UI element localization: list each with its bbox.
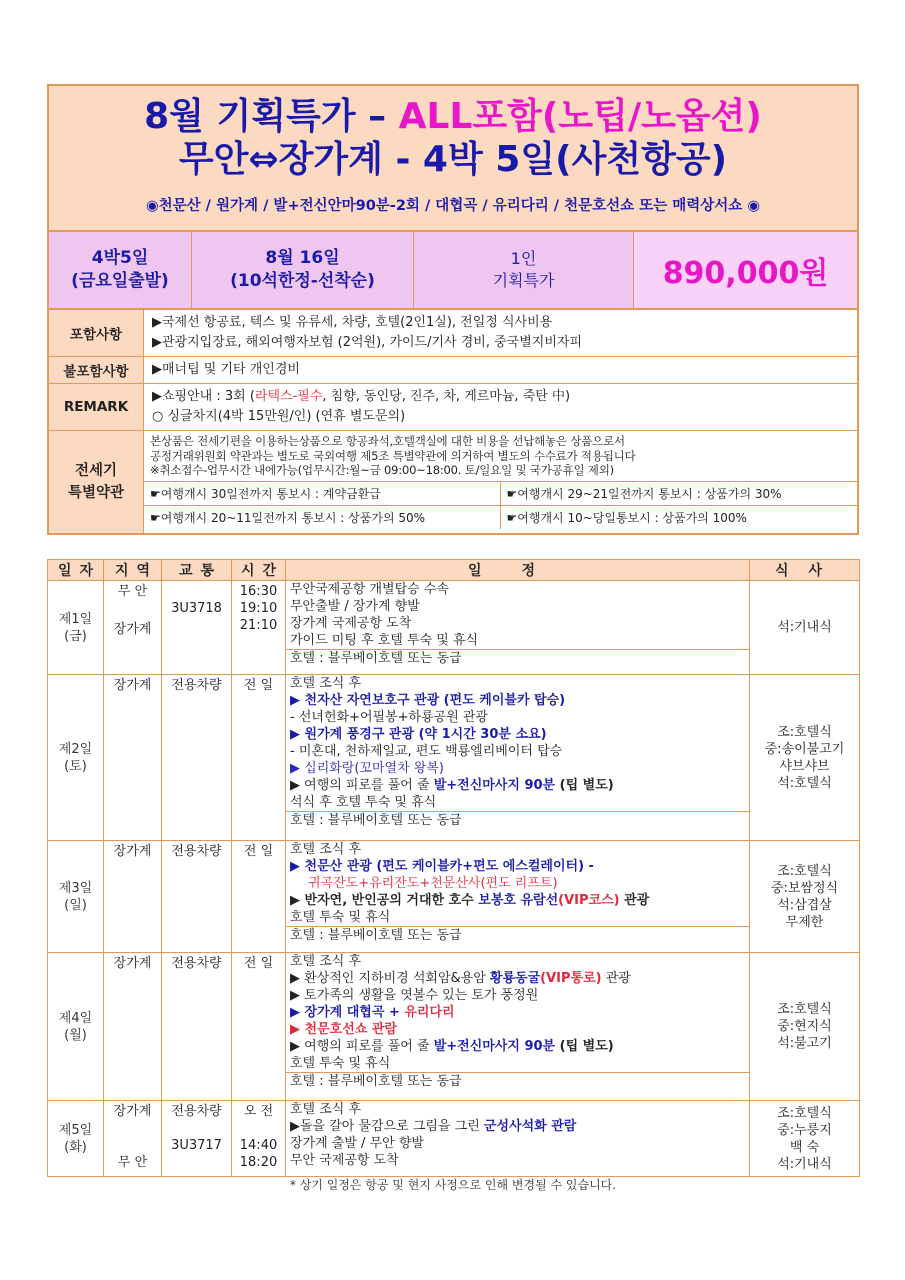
meal-cell: 조:호텔식 중:보쌈정식 석:삼겹살 무제한 (750, 841, 860, 953)
cancel-policy-row-1: ☛여행개시 30일전까지 통보시 : 계약금환급 ☛여행개시 29~21일전까지 통보시 : 상품가의 30% (144, 481, 857, 505)
header-schedule: 일정 (286, 560, 750, 581)
hotel-line: 호텔 : 블루베이호텔 또는 동급 (286, 1072, 749, 1091)
transport-cell: 전용차량 (162, 841, 232, 953)
table-row (48, 841, 860, 953)
highlights-line: ◉천문산 / 원가계 / 발+전신안마90분-2회 / 대협곡 / 유리다리 / 천문호선쇼 또는 매력상서쇼 ◉ (145, 198, 761, 214)
day-cell: 제1일 (금) (48, 581, 104, 675)
meal-cell: 조:호텔식 중:송이불고기 샤브샤브 석:호텔식 (750, 675, 860, 841)
time-cell: 16:30 19:10 21:10 (232, 581, 286, 675)
remark-row (49, 384, 857, 431)
day-cell: 제5일 (화) (48, 1101, 104, 1177)
product-summary (47, 84, 859, 535)
region-cell: 무 안 장가계 (104, 581, 162, 675)
required-shop-label: 라텍스-필수 (254, 389, 323, 404)
header-region: 지역 (104, 560, 162, 581)
transport-cell: 전용차량 (162, 953, 232, 1101)
duration-cell: 4박5일 (금요일출발) (49, 232, 192, 308)
all-inclusive-label: ALL포함(노팁/노옵션) (398, 96, 762, 137)
schedule-cell: 호텔 조식 후 ▶ 환상적인 지하비경 석회암&용암 황룡동굴(VIP통로) 관광 ▶ 토가족의 생활을 엿볼수 있는 토가 풍정원 ▶ 장가계 대협곡 + 유리다리 ▶ 천문호선쇼 관람 ▶ 여행의 피로를 풀어 줄 발+전신마사지 90분 (팁 별도) 호텔 투숙 및 휴식 호텔 : 블루베이호텔 또는 동급 (286, 953, 750, 1101)
time-cell: 전 일 (232, 675, 286, 841)
schedule-cell: 호텔 조식 후 ▶ 천자산 자연보호구 관광 (편도 케이블카 탑승) - 선녀헌화+어필봉+하룡공원 관광 ▶ 원가계 풍경구 관광 (약 1시간 30분 소요) - 미혼대, 천하제일교, 편도 백룡엘리베이터 탑승 ▶ 십리화랑(꼬마열차 왕복) ▶ 여행의 피로를 풀어 줄 발+전신마사지 90분 (팁 별도) 석식 후 호텔 투숙 및 휴식 호텔 : 블루베이호텔 또는 동급 (286, 675, 750, 841)
included-row (49, 310, 857, 357)
footer-note: * 상기 일정은 항공 및 현지 사정으로 인해 변경될 수 있습니다. (289, 1178, 617, 1192)
header-time: 시간 (232, 560, 286, 581)
hotel-line: 호텔 : 블루베이호텔 또는 동급 (286, 649, 749, 668)
price-type-cell: 1인 기획특가 (414, 232, 634, 308)
region-cell: 장가계 무 안 (104, 1101, 162, 1177)
title-banner (49, 86, 857, 232)
region-cell: 장가계 (104, 953, 162, 1101)
included-label: 포함사항 (49, 310, 144, 356)
time-cell: 오 전 14:40 18:20 (232, 1101, 286, 1177)
excluded-content: ▶매너팁 및 기타 개인경비 (152, 362, 300, 377)
remark-content: ▶쇼핑안내 : 3회 (라텍스-필수, 침향, 동인당, 진주, 차, 게르마늄, 죽탄 中) ○ 싱글차지(4박 15만원/인) (연휴 별도문의) (152, 389, 571, 424)
meal-cell: 석:기내식 (750, 581, 860, 675)
route-title: 무안⇔장가계 - 4박 5일(사천항공) (178, 139, 728, 180)
price-row (49, 232, 857, 310)
special-terms-label: 전세기 특별약관 (49, 431, 144, 533)
included-content: ▶국제선 항공료, 텍스 및 유류세, 차량, 호텔(2인1실), 전일정 식사비용 ▶관광지입장료, 해외여행자보험 (2억원), 가이드/기사 경비, 중국별지비자피 (152, 315, 583, 350)
cancel-policy-row-2: ☛여행개시 20~11일전까지 통보시 : 상품가의 50% ☛여행개시 10~당일통보시 : 상품가의 100% (144, 505, 857, 529)
day-cell: 제2일 (토) (48, 675, 104, 841)
header-meal: 식사 (750, 560, 860, 581)
special-terms-row (49, 431, 857, 533)
region-cell: 장가계 (104, 841, 162, 953)
transport-cell: 전용차량 (162, 675, 232, 841)
price-value: 890,000원 (634, 232, 857, 308)
table-row (48, 1101, 860, 1177)
page-title: 8월 기획특가 – ALL포함(노팁/노옵션) (144, 96, 762, 137)
remark-label: REMARK (49, 384, 144, 430)
schedule-cell: 호텔 조식 후 ▶ 천문산 관광 (편도 케이블카+편도 에스컬레이터) - 귀곡잔도+유리잔도+천문산사(편도 리프트) ▶ 반자연, 반인공의 거대한 호수 보봉호 유람선(VIP코스) 관광 호텔 투숙 및 휴식 호텔 : 블루베이호텔 또는 동급 (286, 841, 750, 953)
meal-cell: 조:호텔식 중:현지식 석:불고기 (750, 953, 860, 1101)
header-date: 일자 (48, 560, 104, 581)
excluded-label: 불포함사항 (49, 357, 144, 383)
meal-cell: 조:호텔식 중:누룽지 백 숙 석:기내식 (750, 1101, 860, 1177)
hotel-line: 호텔 : 블루베이호텔 또는 동급 (286, 926, 749, 945)
hotel-line: 호텔 : 블루베이호텔 또는 동급 (286, 811, 749, 830)
itinerary-table (47, 559, 860, 1177)
table-row (48, 581, 860, 675)
table-row (48, 953, 860, 1101)
transport-cell: 3U3718 (162, 581, 232, 675)
region-cell: 장가계 (104, 675, 162, 841)
departure-date-cell: 8월 16일 (10석한정-선착순) (192, 232, 414, 308)
header-transport: 교통 (162, 560, 232, 581)
transport-cell: 전용차량 3U3717 (162, 1101, 232, 1177)
day-cell: 제3일 (일) (48, 841, 104, 953)
table-header-row (48, 560, 860, 581)
time-cell: 전 일 (232, 841, 286, 953)
special-terms-content: 본상품은 전세기편을 이용하는상품으로 항공좌석,호텔객실에 대한 비용을 선납해놓은 상품으로서 공정거래위원회 약관과는 별도로 국외여행 제5조 특별약관에 의거하여 별도의 수수료가 적용됩니다 ※취소접수-업무시간 내에가능(업무시간:월~금 09:00~18:00. 토/일요일 및 국가공휴일 제외) ☛여행개시 30일전까지 통보시 : 계약금환급 ☛여행개시 29~21일전까지 통보시 : 상품가의 30% ☛여행개시 20~11일전까지 통보시 : 상품가의 50% ☛여행개시 10~당일통보시 : 상품가의 100% (144, 431, 857, 533)
schedule-cell: 호텔 조식 후 ▶돌을 갈아 물감으로 그림을 그린 군성사석화 관람 장가계 출발 / 무안 향발 무안 국제공항 도착 (286, 1101, 750, 1177)
time-cell: 전 일 (232, 953, 286, 1101)
schedule-cell: 무안국제공항 개별탑승 수속 무안출발 / 장가계 향발 장가계 국제공항 도착 가이드 미팅 후 호텔 투숙 및 휴식 호텔 : 블루베이호텔 또는 동급 (286, 581, 750, 675)
day-cell: 제4일 (월) (48, 953, 104, 1101)
table-row (48, 675, 860, 841)
excluded-row (49, 357, 857, 384)
